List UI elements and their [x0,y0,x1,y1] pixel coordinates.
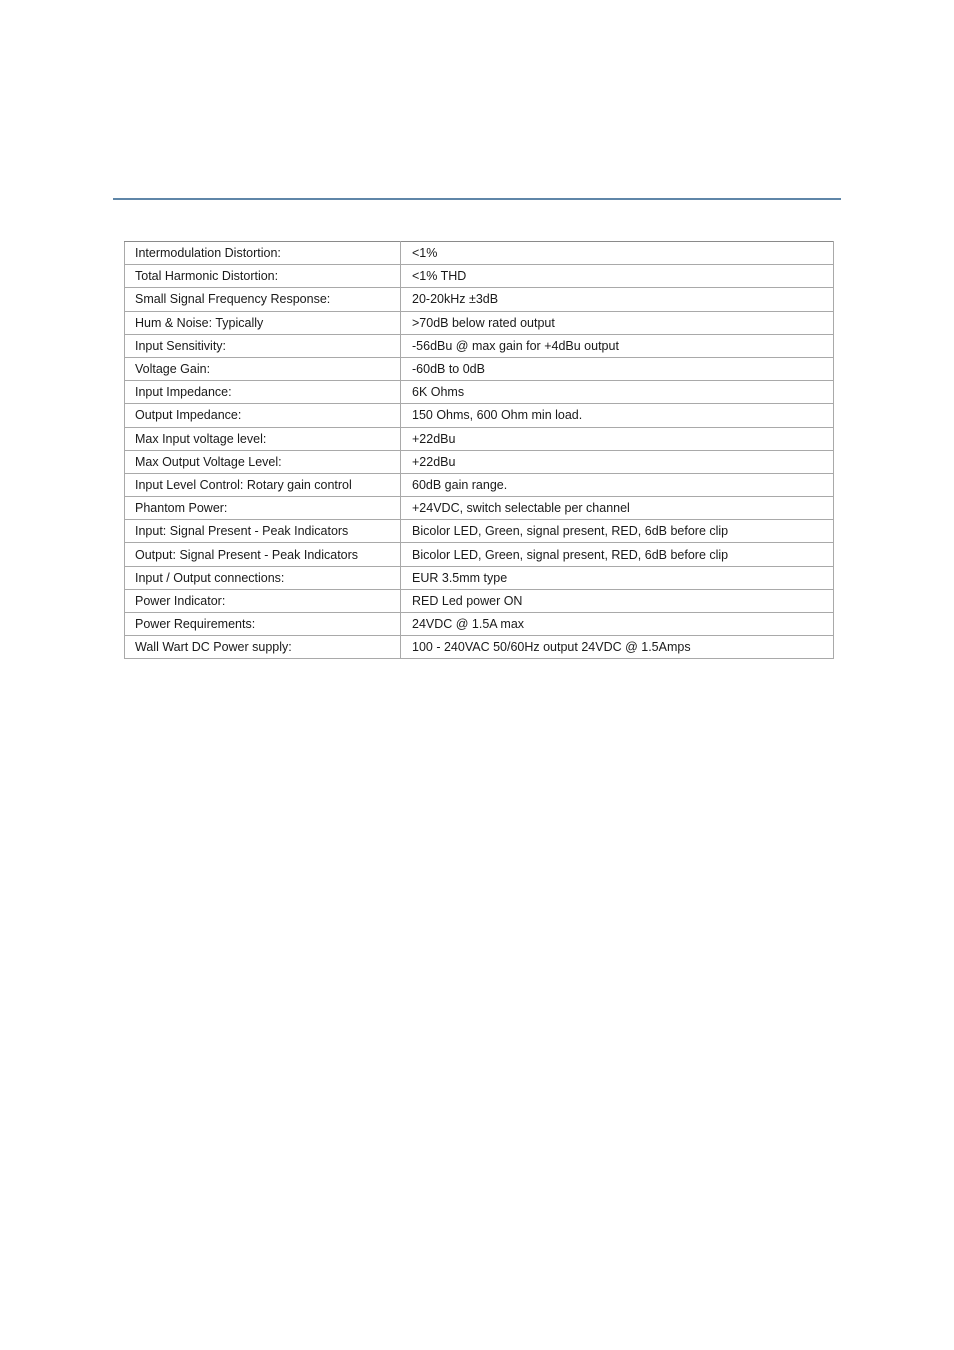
specifications-table [124,241,834,659]
spec-value: >70dB below rated output [401,311,834,334]
table-row [125,473,834,496]
table-row [125,543,834,566]
spec-value: RED Led power ON [401,589,834,612]
spec-value: +22dBu [401,427,834,450]
spec-label: Wall Wart DC Power supply: [125,636,401,659]
spec-value: Bicolor LED, Green, signal present, RED, 6dB before clip [401,543,834,566]
spec-value: +22dBu [401,450,834,473]
table-row [125,311,834,334]
spec-value: 6K Ohms [401,381,834,404]
spec-value: -60dB to 0dB [401,357,834,380]
spec-label: Input Level Control: Rotary gain control [125,473,401,496]
spec-label: Phantom Power: [125,497,401,520]
table-row [125,520,834,543]
spec-label: Small Signal Frequency Response: [125,288,401,311]
table-row [125,404,834,427]
spec-label: Output: Signal Present - Peak Indicators [125,543,401,566]
table-row [125,357,834,380]
table-row [125,242,834,265]
table-row [125,636,834,659]
spec-value: Bicolor LED, Green, signal present, RED, 6dB before clip [401,520,834,543]
spec-label: Voltage Gain: [125,357,401,380]
spec-value: -56dBu @ max gain for +4dBu output [401,334,834,357]
table-row [125,381,834,404]
spec-value: 20-20kHz ±3dB [401,288,834,311]
spec-value: 150 Ohms, 600 Ohm min load. [401,404,834,427]
spec-label: Power Requirements: [125,613,401,636]
table-row [125,265,834,288]
spec-value: +24VDC, switch selectable per channel [401,497,834,520]
spec-value: EUR 3.5mm type [401,566,834,589]
spec-label: Output Impedance: [125,404,401,427]
table-row [125,566,834,589]
table-row [125,497,834,520]
spec-label: Input Sensitivity: [125,334,401,357]
spec-value: <1% [401,242,834,265]
spec-label: Input / Output connections: [125,566,401,589]
table-row [125,334,834,357]
spec-label: Hum & Noise: Typically [125,311,401,334]
spec-value: 60dB gain range. [401,473,834,496]
spec-label: Input: Signal Present - Peak Indicators [125,520,401,543]
spec-value: 24VDC @ 1.5A max [401,613,834,636]
spec-label: Power Indicator: [125,589,401,612]
spec-value: <1% THD [401,265,834,288]
spec-label: Intermodulation Distortion: [125,242,401,265]
spec-label: Input Impedance: [125,381,401,404]
table-row [125,288,834,311]
header-divider [113,198,841,200]
spec-value: 100 - 240VAC 50/60Hz output 24VDC @ 1.5Amps [401,636,834,659]
spec-label: Total Harmonic Distortion: [125,265,401,288]
spec-label: Max Input voltage level: [125,427,401,450]
spec-label: Max Output Voltage Level: [125,450,401,473]
table-row [125,427,834,450]
table-row [125,613,834,636]
table-row [125,450,834,473]
table-row [125,589,834,612]
